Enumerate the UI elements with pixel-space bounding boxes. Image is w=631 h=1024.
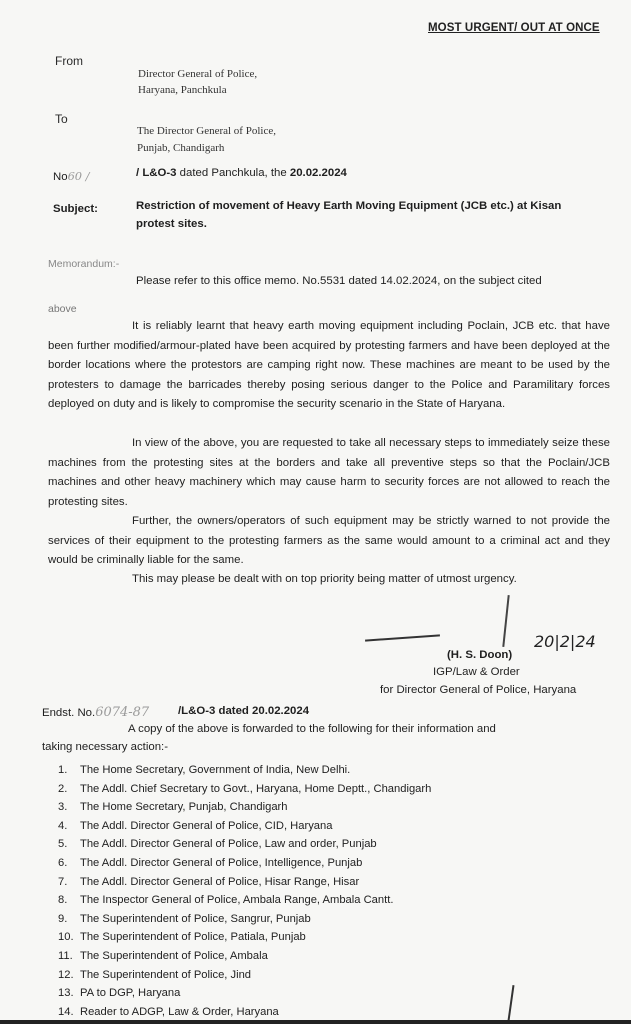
list-item-text: PA to DGP, Haryana	[80, 987, 181, 1000]
list-item-number: 10.	[58, 931, 74, 944]
endorsement-intro-line-2: taking necessary action:-	[42, 741, 168, 753]
endorsement-number	[42, 705, 149, 720]
list-item-number: 8.	[58, 894, 68, 907]
subject-line-1: Restriction of movement of Heavy Earth Moving Equipment (JCB etc.) at Kisan	[136, 200, 562, 212]
list-item-number: 13.	[58, 987, 74, 1000]
list-item-text: The Superintendent of Police, Patiala, Punjab	[80, 931, 306, 944]
list-item-number: 9.	[58, 912, 68, 925]
recipient-list	[58, 761, 431, 1021]
list-item	[58, 835, 431, 854]
list-item	[58, 798, 431, 817]
list-item-number: 14.	[58, 1005, 74, 1018]
list-item-text: The Superintendent of Police, Ambala	[80, 949, 268, 962]
list-item	[58, 891, 431, 910]
signature-stroke	[502, 595, 509, 647]
subject-line-2: protest sites.	[136, 218, 207, 230]
memo-intro-line: Please refer to this office memo. No.5531 dated 14.02.2024, on the subject cited	[136, 275, 542, 287]
list-item	[58, 910, 431, 929]
reference-date: 20.02.2024	[289, 167, 347, 179]
memo-intro-cont: above	[48, 303, 77, 315]
list-item-number: 5.	[58, 838, 68, 851]
list-item-number: 11.	[58, 949, 73, 962]
reference-prefix: No	[53, 171, 68, 183]
list-item-number: 12.	[58, 968, 74, 981]
endorsement-intro-line-1: A copy of the above is forwarded to the following for their information and	[128, 723, 496, 735]
list-item	[58, 817, 431, 836]
list-item	[58, 854, 431, 873]
bottom-signature-stroke	[508, 985, 515, 1021]
from-line-2: Haryana, Panchkula	[138, 84, 227, 96]
signatory-designation: IGP/Law & Order	[433, 666, 520, 678]
list-item-number: 3.	[58, 801, 68, 814]
list-item	[58, 873, 431, 892]
signatory-on-behalf: for Director General of Police, Haryana	[380, 684, 577, 696]
list-item	[58, 966, 431, 985]
list-item-text: The Home Secretary, Government of India, New Delhi.	[80, 764, 351, 776]
list-item	[58, 928, 431, 947]
signatory-name: (H. S. Doon)	[447, 649, 513, 661]
signature-scribble	[365, 634, 440, 641]
paragraph-4: This may please be dealt with on top priority being matter of utmost urgency.	[132, 573, 517, 585]
memorandum-label: Memorandum:-	[48, 258, 120, 270]
reference-line	[136, 167, 347, 179]
list-item-text: The Home Secretary, Punjab, Chandigarh	[80, 801, 288, 814]
signature-handwritten-date: 20|2|24	[534, 632, 596, 651]
list-item-text: Reader to ADGP, Law & Order, Haryana	[80, 1005, 279, 1018]
endorsement-code: /L&O-3 dated 20.02.2024	[178, 705, 310, 717]
handwritten-endorsement-number: 6074-87	[95, 705, 150, 720]
reference-code: / L&O-3	[136, 167, 177, 179]
list-item	[58, 984, 431, 1003]
to-label: To	[55, 112, 68, 126]
to-line-2: Punjab, Chandigarh	[137, 142, 225, 154]
urgency-header: MOST URGENT/ OUT AT ONCE	[428, 22, 600, 34]
list-item-text: The Superintendent of Police, Jind	[80, 968, 252, 981]
list-item-text: The Inspector General of Police, Ambala Range, Ambala Cantt.	[80, 894, 394, 907]
list-item	[58, 947, 431, 966]
bottom-edge	[0, 1020, 631, 1024]
endorsement-prefix: Endst. No.	[42, 707, 96, 719]
reference-number	[53, 169, 90, 183]
list-item-text: The Superintendent of Police, Sangrur, Punjab	[80, 912, 311, 925]
list-item-number: 7.	[58, 875, 68, 888]
list-item-number: 6.	[58, 856, 68, 869]
from-label: From	[55, 54, 83, 68]
handwritten-reference: 60 /	[67, 169, 90, 183]
reference-dated-text: dated Panchkula, the	[176, 167, 290, 179]
list-item-number: 2.	[58, 782, 68, 795]
paragraph-2: In view of the above, you are requested to take all necessary steps to immediately seize these machines from the protesting sites at the borders and take all preventive steps so that the Poclain/JCB machines and other heavy machinery which may cause harm to security forces are not allowed to reach the protesting sites.	[48, 437, 610, 508]
list-item-text: The Addl. Director General of Police, Intelligence, Punjab	[80, 856, 363, 869]
from-line-1: Director General of Police,	[138, 68, 258, 80]
list-item-number: 4.	[58, 819, 68, 832]
list-item	[58, 780, 431, 799]
to-line-1: The Director General of Police,	[137, 125, 276, 137]
list-item-text: The Addl. Director General of Police, Law and order, Punjab	[80, 838, 377, 851]
paragraph-3: Further, the owners/operators of such equipment may be strictly warned to not provide the services of their equipment to the protesting farmers as the same would amount to a criminal act and they would be criminally liable for the same.	[48, 515, 610, 566]
list-item-text: The Addl. Director General of Police, CID, Haryana	[80, 819, 333, 832]
subject-label: Subject:	[53, 203, 98, 215]
list-item-number: 1.	[58, 764, 68, 776]
list-item	[58, 1003, 431, 1022]
list-item-text: The Addl. Director General of Police, Hisar Range, Hisar	[80, 875, 360, 888]
list-item-text: The Addl. Chief Secretary to Govt., Haryana, Home Deptt., Chandigarh	[80, 782, 432, 795]
paragraph-1: It is reliably learnt that heavy earth moving equipment including Poclain, JCB etc. that have been further modified/armour-plated have been acquired by protesting farmers and have been deployed at the border locations where the protestors are camping right now. These machines are meant to be used by the protesters to damage the barricades thereby posing serious danger to the Police and Paramilitary forces deployed on duty and is likely to compromise the security scenario in the State of Haryana.	[48, 320, 610, 410]
list-item	[58, 761, 431, 780]
